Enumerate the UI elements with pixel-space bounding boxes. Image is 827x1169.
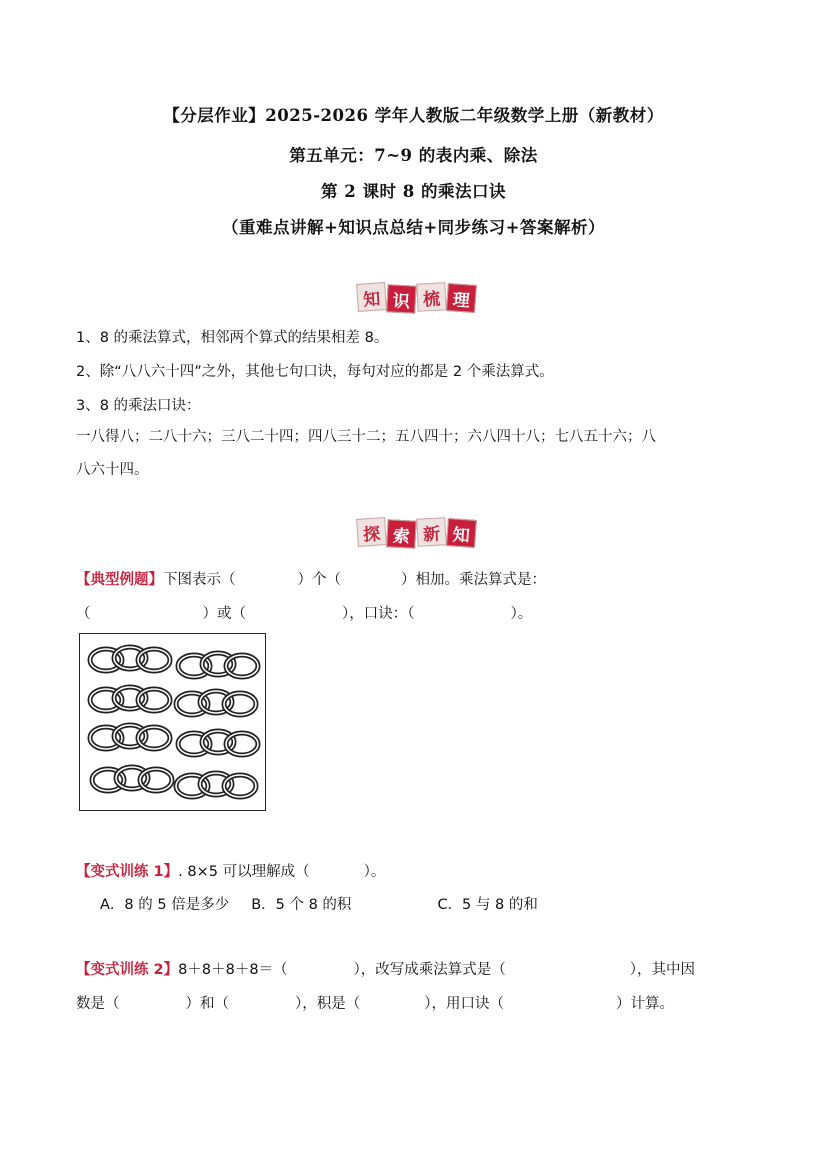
ring-chain	[176, 773, 256, 797]
badge-char: 梳	[416, 282, 446, 311]
rhymes-line: 一八得八；二八十六；三八二十四；四八三十二；五八四十；六八四十八；七八五十六；八	[76, 429, 656, 445]
text: ）。	[363, 864, 386, 880]
subtitle: （重难点讲解+知识点总结+同步练习+答案解析）	[222, 218, 605, 237]
text: ）。	[510, 606, 533, 622]
ring-chain	[92, 767, 172, 791]
badge-char: 探	[356, 517, 387, 547]
text: 下图表示（	[163, 572, 236, 588]
ring-chain	[90, 725, 170, 749]
text: ）个（	[297, 572, 341, 588]
variant1-tag: 【变式训练 1】	[76, 864, 179, 880]
text: ）计算。	[616, 996, 674, 1012]
text: ），口诀：（	[342, 606, 415, 622]
option-b[interactable]: B．5 个 8 的积	[251, 897, 352, 913]
explore-badge	[357, 518, 477, 546]
badge-char: 索	[386, 519, 416, 548]
variant1-question	[76, 860, 756, 881]
ring-chain	[176, 691, 256, 715]
text: （	[76, 606, 91, 622]
ring-chain	[90, 687, 170, 711]
ring-chain	[178, 731, 258, 755]
variant2-tag: 【变式训练 2】	[76, 962, 179, 978]
badge-char: 新	[416, 517, 446, 546]
example-question-line2	[76, 602, 756, 623]
rings-illustration	[80, 634, 264, 809]
text: . 8×5 可以理解成（	[178, 864, 310, 880]
option-c[interactable]: C．5 与 8 的和	[437, 897, 538, 913]
text: ），其中因	[629, 962, 696, 978]
example-tag: 【典型例题】	[76, 572, 163, 588]
badge-char: 知	[356, 282, 387, 312]
variant1-options	[100, 893, 780, 914]
knowledge-badge	[357, 283, 477, 311]
text: ），积是（	[295, 996, 361, 1012]
ring-chain	[178, 653, 258, 677]
example-question-line1	[76, 568, 756, 589]
option-a[interactable]: A．8 的 5 倍是多少	[100, 897, 230, 913]
ring-chain	[90, 647, 170, 671]
variant2-question-line1	[76, 958, 756, 979]
text: 8＋8＋8＋8＝（	[178, 962, 288, 978]
badge-char: 知	[446, 518, 477, 548]
text: ）和（	[185, 996, 229, 1012]
document-title: 【分层作业】2025-2026 学年人教版二年级数学上册（新教材）	[163, 106, 664, 125]
variant2-question-line2	[76, 992, 756, 1013]
chain-rings-picture	[79, 633, 266, 811]
knowledge-item: 2、除“八八六十四”之外，其他七句口诀，每句对应的都是 2 个乘法算式。	[76, 364, 554, 380]
text: 数是（	[76, 996, 120, 1012]
badge-char: 理	[446, 283, 477, 313]
text: ），改写成乘法算式是（	[353, 962, 506, 978]
lesson-title: 第 2 课时 8 的乘法口诀	[321, 182, 506, 201]
text: ）相加。乘法算式是：	[401, 572, 546, 588]
knowledge-item: 1、8 的乘法算式，相邻两个算式的结果相差 8。	[76, 330, 389, 346]
rhymes-line: 八六十四。	[76, 462, 149, 478]
knowledge-item: 3、8 的乘法口诀：	[76, 398, 201, 414]
text: ），用口诀（	[424, 996, 504, 1012]
text: ）或（	[202, 606, 246, 622]
unit-title: 第五单元：7~9 的表内乘、除法	[289, 146, 538, 165]
badge-char: 识	[386, 284, 416, 313]
